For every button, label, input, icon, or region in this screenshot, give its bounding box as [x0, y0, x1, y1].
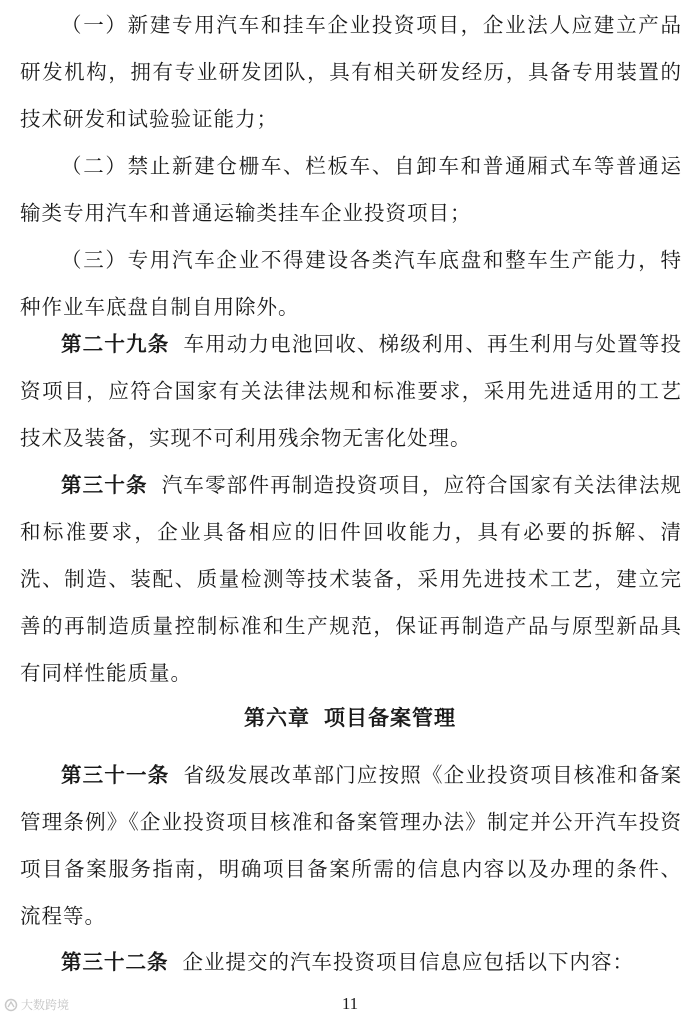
article-number: 第三十条: [61, 473, 148, 497]
chapter-number: 第六章: [244, 706, 310, 730]
article-number: 第三十一条: [61, 763, 170, 787]
chapter-heading: [0, 695, 700, 742]
paragraph-text: （三）专用汽车企业不得建设各类汽车底盘和整车生产能力，特种作业车底盘自制自用除外。: [20, 248, 682, 319]
watermark-text: 大数跨境: [21, 998, 70, 1012]
watermark-logo-icon: [4, 998, 18, 1012]
paragraph-clause-2: [20, 143, 682, 237]
paragraph-text: 企业提交的汽车投资项目信息应包括以下内容：: [182, 950, 634, 974]
paragraph-text: 省级发展改革部门应按照《企业投资项目核准和备案管理条例》《企业投资项目核准和备案管理办法》制定并公开汽车投资项目备案服务指南，明确项目备案所需的信息内容以及办理的条件、流程等。: [20, 763, 683, 928]
paragraph-article-31: [20, 752, 682, 940]
page-number: 11: [341, 994, 359, 1013]
paragraph-text: （一）新建专用汽车和挂车企业投资项目，企业法人应建立产品研发机构，拥有专业研发团队，具有相关研发经历，具备专用装置的技术研发和试验验证能力；: [20, 13, 682, 131]
paragraph-clause-1: [20, 2, 682, 143]
article-number: 第二十九条: [61, 332, 170, 356]
chapter-title: 项目备案管理: [324, 706, 456, 730]
paragraph-text: 车用动力电池回收、梯级利用、再生利用与处置等投资项目，应符合国家有关法律法规和标准要求，采用先进适用的工艺技术及装备，实现不可利用残余物无害化处理。: [20, 332, 683, 450]
paragraph-article-32: [20, 939, 682, 986]
paragraph-article-29: [20, 321, 682, 462]
paragraph-clause-3: [20, 237, 682, 331]
article-number: 第三十二条: [61, 950, 169, 974]
paragraph-text: 汽车零部件再制造投资项目，应符合国家有关法律法规和标准要求，企业具备相应的旧件回收能力，具有必要的拆解、清洗、制造、装配、质量检测等技术装备，采用先进技术工艺，建立完善的再制造质量控制标准和生产规范，保证再制造产品与原型新品具有同样性能质量。: [20, 473, 683, 685]
paragraph-text: （二）禁止新建仓栅车、栏板车、自卸车和普通厢式车等普通运输类专用汽车和普通运输类挂车企业投资项目；: [20, 154, 682, 225]
watermark: [4, 996, 69, 1013]
paragraph-article-30: [20, 462, 682, 697]
